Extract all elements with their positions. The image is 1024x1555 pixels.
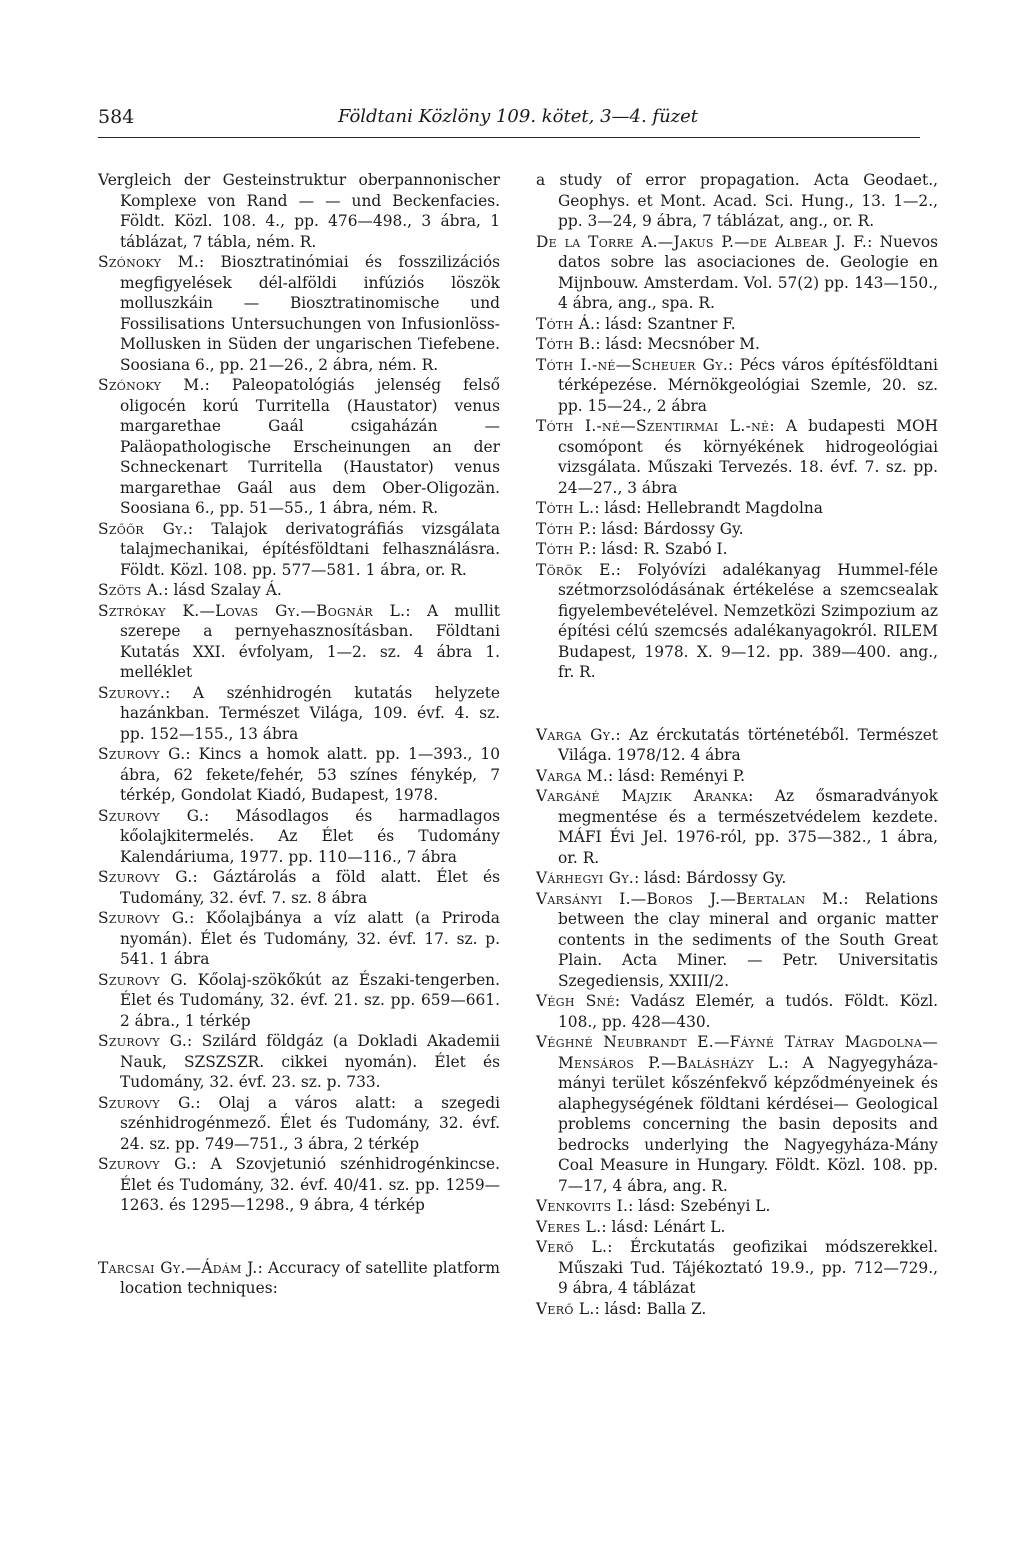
entry-text: : Kőolajbánya a víz alatt (a Priroda nyomán). Élet és Tudomány, 32. évf. 17. sz. p. 541. 1 ábra [120, 909, 500, 968]
entry-text: : lásd: Balla Z. [594, 1299, 707, 1318]
bibliography-entry [536, 170, 938, 232]
entry-text: : Érckutatás geofizikai módszerekkel. Műszaki Tud. Tájékoztató 19.9., pp. 712—729., 9 ábra, 4 táblázat [558, 1238, 938, 1297]
entry-author: Tóth I.-né—Scheuer Gy. [536, 355, 729, 374]
section-gap [98, 1216, 500, 1258]
entry-text: : Másodlagos és harmadlagos kőolajkitermelés. Az Élet és Tudomány Kalendáriuma, 1977. pp. 110—116., 7 ábra [120, 806, 500, 866]
bibliography-entry [98, 519, 500, 581]
running-title: Földtani Közlöny 109. kötet, 3—4. füzet [337, 106, 699, 127]
entry-text: : Accuracy of satellite platform location techniques: [120, 1258, 500, 1297]
entry-author: Tóth I.-né—Szentirmai L.-né [536, 417, 770, 435]
entry-text: : lásd: Szantner F. [595, 314, 736, 333]
entry-author: Szónoky M. [98, 376, 205, 394]
entry-author: Szurovy. [98, 683, 166, 702]
entry-author: Vargáné Majzik Aranka [536, 787, 749, 805]
entry-author: Tóth Á. [536, 314, 596, 333]
page-header [98, 106, 920, 140]
entry-author: Szőőr Gy. [98, 519, 188, 538]
entry-text: : Biosztratinómiai és fosszilizációs megfigyelések dél-alföldi infúziós löszök molluszkáin — Biosztratinomische und Fossilisations Untersuchungen von Infusionlöss-Mollusken in Süden der ungarischen Tiefebene. Soosiana 6., pp. 21—26., 2 ábra, ném. R. [120, 253, 500, 374]
bibliography-entry [536, 416, 938, 498]
bibliography-entry [536, 889, 938, 992]
entry-text: Vergleich der Gesteinstruktur oberpannonischer Komplexe von Rand — — und Beckenfacies. Földt. Közl. 108. 4., pp. 476—498., 3 ábra, 1 táblázat, 7 tábla, ném. R. [98, 171, 500, 251]
entry-author: Török E. [536, 560, 616, 579]
bibliography-entry [98, 1258, 500, 1299]
bibliography-entry [98, 170, 500, 252]
entry-text: : Pécs város építésföldtani térképezése. Mérnökgeológiai Szemle, 20. sz. pp. 15—24., 2 ábra [558, 355, 938, 415]
entry-author: Verő L. [536, 1299, 595, 1318]
entry-text: : A Szovjetunió szénhidrogénkincse. Élet és Tudomány, 32. évf. 40/41. sz. pp. 1259—1263. és 1295—1298., 9 ábra, 4 térkép [120, 1155, 500, 1214]
bibliography-entry [98, 908, 500, 970]
bibliography-entry [536, 991, 938, 1032]
entry-text: : Szilárd földgáz (a Dokladi Akademii Nauk, SZSZSZR. cikkei nyomán). Élet és Tudomány, 32. évf. 23. sz. p. 733. [120, 1032, 500, 1091]
bibliography-entry [536, 1237, 938, 1299]
entry-text: : A mullit szerepe a pernyehasznosításban. Földtani Kutatás XXI. évfolyam, 1—2. sz. 4 ábra 1. melléklet [120, 601, 500, 681]
entry-author: Szurovy G. [98, 1093, 196, 1112]
entry-text: : A budapesti MOH csomópont és környékének hidrogeológiai vizsgálata. Műszaki Tervezés. 18. évf. 7. sz. pp. 24—27., 3 ábra [558, 417, 938, 497]
bibliography-entry [536, 1217, 938, 1238]
entry-text: : Gáztárolás a föld alatt. Élet és Tudomány, 32. évf. 7. sz. 8 ábra [120, 868, 500, 907]
header-rule [98, 137, 920, 138]
entry-author: Tóth P. [536, 519, 592, 538]
bibliography-entry [536, 334, 938, 355]
bibliography-entry [98, 970, 500, 1032]
bibliography-entry [536, 766, 938, 787]
page-number: 584 [98, 106, 135, 128]
entry-text: : Relations between the clay mineral and organic matter contents in the sediments of the South Great Plain. Acta Miner. — Petr. Universitatis Szegediensis, XXIII/2. [558, 889, 938, 990]
entry-text: Kőolaj-szökőkút az Északi-tengerben. Élet és Tudomány, 32. évf. 21. sz. pp. 659—661. 2 ábra., 1 térkép [120, 970, 500, 1030]
entry-text: : lásd: Bárdossy Gy. [591, 519, 744, 538]
bibliography-entry [536, 498, 938, 519]
bibliography-entry [98, 683, 500, 745]
entry-author: Tarcsai Gy.—Ádám J. [98, 1258, 258, 1277]
bibliography-entry [98, 1093, 500, 1155]
bibliography-entry [98, 601, 500, 683]
entry-author: Szurovy G. [98, 806, 204, 825]
entry-author: Varsányi I.—Boros J.—Bertalan M. [536, 889, 844, 908]
entry-text: : lásd: Reményi P. [608, 766, 745, 785]
entry-text: : lásd: Bárdossy Gy. [634, 869, 787, 887]
bibliography-entry [536, 560, 938, 683]
entry-author: Szurovy G. [98, 868, 193, 886]
bibliography-entry [98, 867, 500, 908]
entry-author: Szónoky M. [98, 253, 200, 271]
bibliography-entry [536, 519, 938, 540]
entry-author: Szurovy G. [98, 970, 188, 989]
entry-author: Sztrókay K.—Lovas Gy.—Bognár L. [98, 601, 406, 620]
bibliography-entry [98, 1031, 500, 1093]
entry-text: a study of error propagation. Acta Geodaet., Geophys. et Mont. Acad. Sci. Hung., 13. 1—2., pp. 3—24, 9 ábra, 7 táblázat, ang., or. R. [536, 171, 938, 230]
entry-text: : lásd: Lénárt L. [601, 1217, 726, 1236]
entry-text: : lásd: Hellebrandt Magdolna [594, 499, 823, 517]
entry-author: Tóth L. [536, 499, 595, 517]
entry-author: Véghné Neubrandt E.—Fáyné Tátray Magdolna—Mensáros P.—Balásházy L. [536, 1033, 938, 1072]
entry-author: Várhegyi Gy. [536, 869, 635, 887]
entry-text: : Az érckutatás történetéből. Természet Világa. 1978/12. 4 ábra [558, 725, 938, 764]
bibliography-entry [536, 786, 938, 868]
section-gap [536, 683, 938, 725]
entry-text: : lásd: R. Szabó I. [591, 540, 728, 558]
bibliography-entry [98, 252, 500, 375]
entry-text: : lásd: Szebényi L. [628, 1197, 771, 1215]
entry-text: : Az ősmaradványok megmentése és a természetvédelem kezdete. MÁFI Évi Jel. 1976-ról, pp. 375—382., 1 ábra, or. R. [558, 787, 938, 867]
entry-author: Szurovy G. [98, 909, 190, 927]
entry-text: : A szénhidrogén kutatás helyzete hazánkban. Természet Világa, 109. évf. 4. sz. pp. 152—155., 13 ábra [120, 683, 500, 743]
entry-text: : Folyóvízi adalékanyag Hummel-féle szétmorzsolódásának értékelése a szemcsealak figyelembevételével. Nemzetközi Szimpozium az építési célú szemcsés adalékanyagokról. RILEM Budapest, 1978. X. 9—12. pp. 389—400. ang., fr. R. [558, 560, 938, 681]
entry-text: : Olaj a város alatt: a szegedi szénhidrogénmező. Élet és Tudomány, 32. évf. 24. sz. pp. 749—751., 3 ábra, 2 térkép [120, 1093, 500, 1153]
bibliography-entry [536, 539, 938, 560]
bibliography-entry [98, 1154, 500, 1216]
bibliography-entry [536, 725, 938, 766]
entry-author: Tóth B. [536, 335, 596, 353]
entry-author: De la Torre A.—Jakus P.—de Albear J. F. [536, 232, 868, 251]
bibliography-entry [536, 314, 938, 335]
entry-author: Veres L. [536, 1217, 602, 1236]
entry-author: Szöts A. [98, 581, 164, 599]
entry-author: Szurovy G. [98, 745, 186, 763]
entry-author: Varga M. [536, 766, 609, 785]
entry-text: : Kincs a homok alatt. pp. 1—393., 10 ábra, 62 fekete/fehér, 53 színes fénykép, 7 térkép, Gondolat Kiadó, Budapest, 1978. [120, 745, 500, 804]
bibliography-entry [98, 580, 500, 601]
entry-text: : Paleopatológiás jelenség felső oligocén korú Turritella (Haustator) venus margarethae Gaál csigaházán — Paläopathologische Erscheinungen an der Schneckenart Turritella (Haustator) venus margarethae Gaál aus dem Ober-Oligozän. Soosiana 6., pp. 51—55., 1 ábra, ném. R. [120, 376, 501, 517]
bibliography-entry [98, 744, 500, 806]
right-column [536, 170, 938, 1319]
bibliography-entry [536, 232, 938, 314]
entry-author: Végh Sné [536, 992, 615, 1010]
entry-text: : Talajok derivatográfiás vizsgálata talajmechanikai, építésföldtani felhasználásra. Földt. Közl. 108. pp. 577—581. 1 ábra, or. R. [120, 519, 501, 579]
entry-text: : Nuevos datos sobre las asociaciones de. Geologie en Mijnbouw. Amsterdam. Vol. 57(2) pp. 143—150., 4 ábra, ang., spa. R. [558, 232, 938, 312]
entry-author: Venkovits I. [536, 1197, 629, 1215]
entry-author: Varga Gy. [536, 725, 616, 744]
bibliography-entry [536, 1032, 938, 1196]
bibliography-entry [536, 355, 938, 417]
entry-text: : A Nagyegyháza-mányi terület kőszénfekvő képződményeinek és alaphegységének földtani kérdései— Geological problems concerning the basin deposits and bedrocks underlying the Nagyegyháza-Mány Coal Measure in Hungary. Földt. Közl. 108. pp. 7—17, 4 ábra, ang. R. [558, 1053, 938, 1195]
entry-author: Szurovy G. [98, 1155, 192, 1173]
bibliography-entry [98, 375, 500, 519]
bibliography-entry [536, 1196, 938, 1217]
bibliography-entry [98, 806, 500, 868]
entry-author: Szurovy G. [98, 1032, 188, 1050]
bibliography-entry [536, 1299, 938, 1320]
entry-author: Tóth P. [536, 540, 592, 558]
entry-text: : Vadász Elemér, a tudós. Földt. Közl. 108., pp. 428—430. [558, 992, 939, 1031]
entry-author: Verő L. [536, 1238, 608, 1256]
entry-text: : lásd Szalay Á. [163, 581, 282, 599]
entry-text: : lásd: Mecsnóber M. [595, 335, 760, 353]
left-column [98, 170, 500, 1299]
bibliography-entry [536, 868, 938, 889]
